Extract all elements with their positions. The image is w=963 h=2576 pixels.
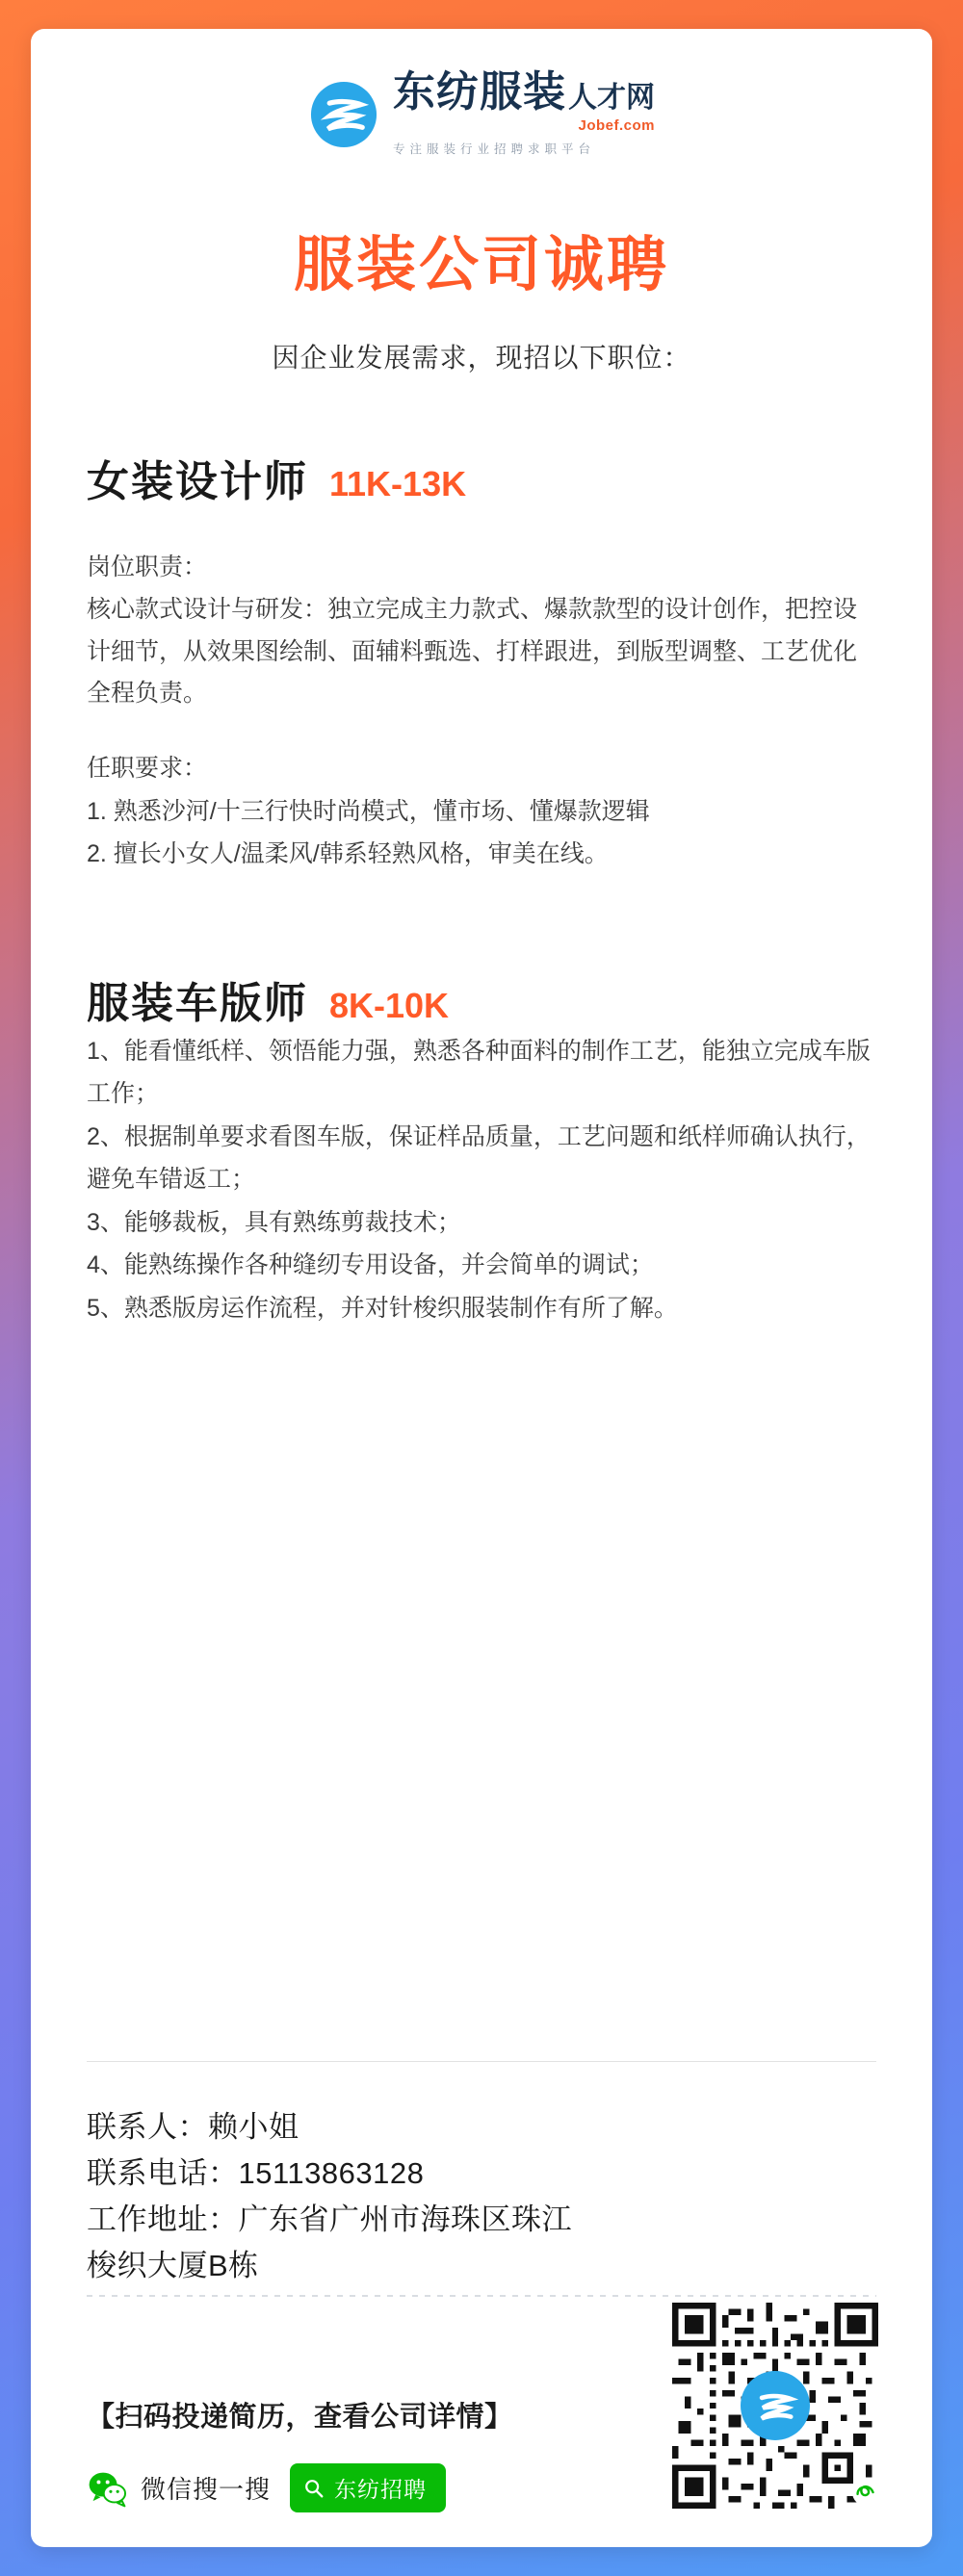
job-title: 女装设计师 [87,458,308,505]
page-subtitle: 因企业发展需求，现招以下职位： [272,343,691,373]
footer-left [69,2362,513,2518]
job-section-line: 4、能熟练操作各种缝纫专用设备，并会简单的调试； [87,1251,654,1279]
job-section-label: 任职要求： [87,755,208,782]
search-keyword-text: 东纺招聘 [334,2477,428,2502]
brand-slogan: 专注服装行业招聘求职平台 [393,142,596,156]
job-section-line: 2、根据制单要求看图车版，保证样品质量，工艺问题和纸样师确认执行，避免车错返工； [87,1122,871,1194]
wechat-search-row [87,2463,513,2512]
footer-row [69,2303,894,2518]
job-header [87,968,876,1030]
job-salary: 8K-10K [329,985,450,1025]
mini-program-icon [851,2478,880,2507]
job-section-line: 1、能看懂纸样、领悟能力强，熟悉各种面料的制作工艺，能独立完成车版工作； [87,1037,871,1108]
job-section-line: 1. 熟悉沙河/十三行快时尚模式，懂市场、懂爆款逻辑 [87,797,650,825]
search-icon [303,2478,325,2499]
dashed-separator [87,2289,876,2303]
brand-text [393,68,655,157]
jobs-list [31,375,932,1982]
brand-name-sub: 人才网 [568,82,655,114]
search-keyword-button[interactable] [290,2463,446,2512]
job-section-line: 5、熟悉版房运作流程，并对针梭织服装制作有所了解。 [87,1294,678,1322]
job-salary: 11K-13K [329,464,467,503]
job-section-line: 核心款式设计与研发：独立完成主力款式、爆款款型的设计创作，把控设计细节，从效果图绘制、面辅料甄选、打样跟进，到版型调整、工艺优化全程负责。 [87,595,858,708]
brand-name-en: Jobef.com [578,117,655,134]
brand-header [31,29,932,167]
job-section-line: 3、能够裁板，具有熟练剪裁技术； [87,1208,461,1236]
wechat-icon [87,2468,127,2509]
page-title: 服装公司诚聘 [293,232,669,298]
qr-code[interactable] [672,2303,878,2509]
job-item [87,968,876,1330]
wechat-search-label: 微信搜一搜 [141,2475,272,2504]
qr-center-logo-icon [741,2371,810,2440]
brand-name-row [393,68,655,116]
job-section-line: 2. 擅长小女人/温柔风/韩系轻熟风格，审美在线。 [87,840,609,868]
contact-address-line1: 工作地址：广东省广州市海珠区珠江 [87,2202,572,2236]
job-section-label: 岗位职责： [87,554,208,580]
job-header [87,447,876,508]
poster-card [31,29,932,2547]
brand-name-main: 东纺服装 [393,68,566,116]
footer [31,2289,932,2547]
job-title: 服装车版师 [87,979,308,1027]
contact-person: 联系人：赖小姐 [87,2109,299,2144]
contact-block [31,2062,932,2289]
contact-phone: 联系电话：15113863128 [87,2155,425,2190]
contact-address-line2: 梭织大厦B栋 [87,2248,259,2282]
scan-hint-text: 【扫码投递简历，查看公司详情】 [87,2402,513,2433]
swirl-logo-icon [308,79,379,150]
job-item [87,447,876,876]
